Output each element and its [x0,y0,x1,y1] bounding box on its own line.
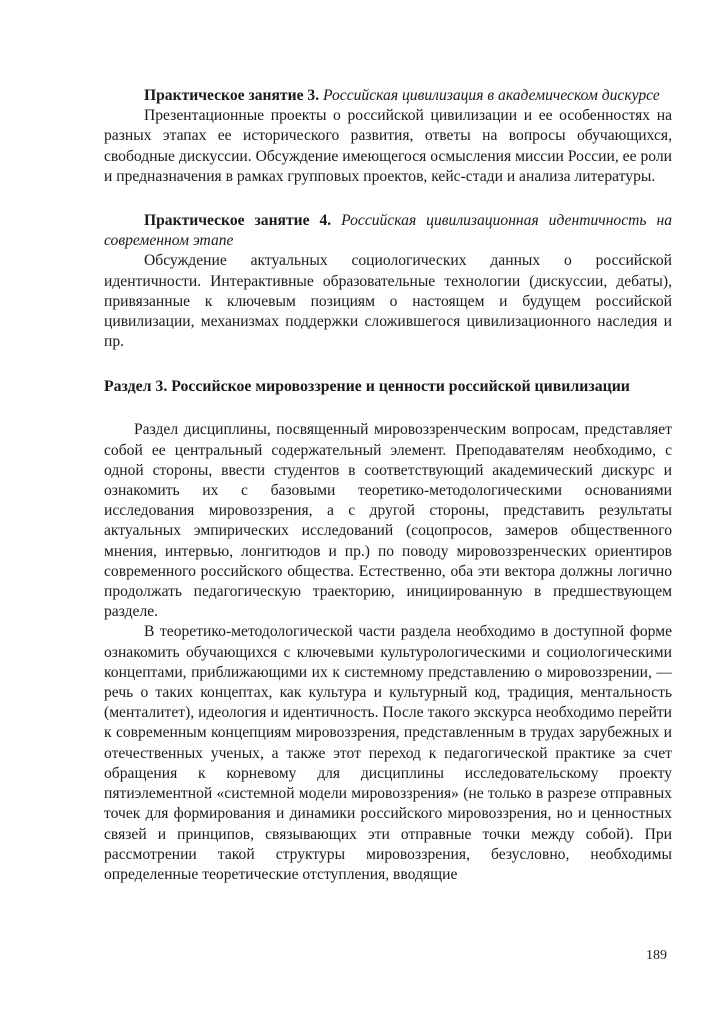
lesson-label: Практическое занятие 4. [144,212,332,230]
section-3 [104,376,672,885]
section-paragraph: В теоретико-методологической части раздела необходимо в доступной форме ознакомить обучающихся с ключевыми культурологическими и социологическими концептами, приближающими их к системному представлению о мировоззрении, — речь о таких концептах, как культура и культурный код, традиция, ментальность (менталитет), идеология и идентичность. После такого экскурса необходимо перейти к современным концепциям мировоззрения, представленным в трудах зарубежных и отечественных ученых, а также этот переход к педагогической практике за счет обращения к корневому для дисциплины исследовательскому проекту пятиэлементной «системной модели мировоззрения» (не только в разрезе отправных точек для формирования и динамики российского мировоззрения, но и ценностных связей и принципов, связывающих эти отправные точки между собой). При рассмотрении такой структуры мировоззрения, безусловно, необходимы определенные теоретические отступления, вводящие [104,623,672,883]
section-title: Раздел 3. Российское мировоззрение и ценности российской цивилизации [104,378,630,396]
practical-lesson-3 [104,86,672,187]
lesson-description: Обсуждение актуальных социологических данных о российской идентичности. Интерактивные образовательные технологии (дискуссии, дебаты), привязанные к ключевым позициям о настоящем и будущем российской цивилизации, механизмах поддержки сложившегося цивилизационного наследия и пр. [104,252,672,351]
page-content [104,86,672,885]
practical-lesson-4 [104,211,672,352]
lesson-topic: Российская цивилизационная идентичность на современном этапе [104,212,672,250]
page-number: 189 [646,948,667,963]
lesson-label: Практическое занятие 3. [144,87,320,104]
lesson-topic: Российская цивилизация в академическом дискурсе [323,87,660,104]
section-paragraph: Раздел дисциплины, посвященный мировоззренческим вопросам, представляет собой ее центральный содержательный элемент. Преподавателям необходимо, с одной стороны, ввести студентов в соответствующий академический дискурс и ознакомить их с базовыми теоретико-методологическими основаниями исследования мировоззрения, а с другой стороны, представить результаты актуальных эмпирических исследований (соцопросов, замеров общественного мнения, интервью, лонгитюдов и пр.) по поводу мировоззренческих ориентиров современного российского общества. Естественно, оба эти вектора должны логично продолжать педагогическую траекторию, инициированную в предшествующем разделе. [104,421,672,621]
lesson-description: Презентационные проекты о российской цивилизации и ее особенностях на разных этапах ее исторического развития, ответы на вопросы обучающихся, свободные дискуссии. Обсуждение имеющегося осмысления миссии России, ее роли и предназначения в рамках групповых проектов, кейс-стади и анализа литературы. [104,107,672,185]
lesson-heading [104,211,672,251]
lesson-heading [104,86,672,106]
